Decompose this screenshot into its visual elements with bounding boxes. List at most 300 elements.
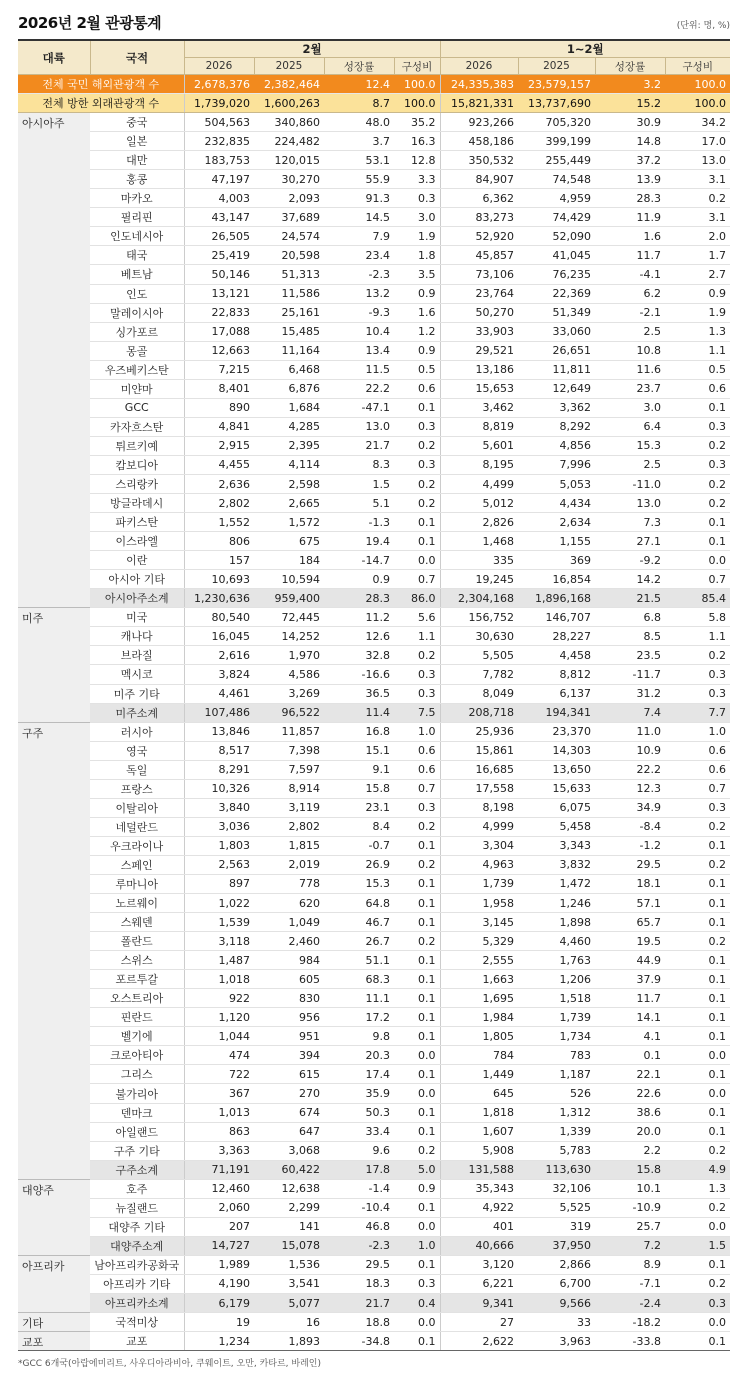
cell-value: 722	[184, 1065, 254, 1084]
cell-value: 27.1	[595, 532, 665, 551]
cell-value: 15.3	[324, 874, 394, 893]
cell-value: 0.3	[394, 798, 440, 817]
table-row	[18, 303, 730, 322]
cell-value: 0.1	[394, 1027, 440, 1046]
cell-value: 2,299	[254, 1198, 324, 1217]
cell-value: -10.4	[324, 1198, 394, 1217]
cell-value: 951	[254, 1027, 324, 1046]
cell-value: 12.8	[394, 151, 440, 170]
nation-cell: 스리랑카	[90, 474, 184, 493]
cell-value: 74,429	[518, 208, 595, 227]
nation-cell: 대양주 기타	[90, 1217, 184, 1236]
cell-value: 0.2	[665, 1141, 730, 1160]
cell-value: 13,650	[518, 760, 595, 779]
cell-value: 33,903	[440, 322, 518, 341]
cell-value: 37,689	[254, 208, 324, 227]
cell-value: 40,666	[440, 1236, 518, 1255]
cell-value: 0.7	[394, 570, 440, 589]
cell-value: 1,449	[440, 1065, 518, 1084]
header-group-jan-feb: 1~2월	[440, 40, 730, 58]
cell-value: 2,826	[440, 513, 518, 532]
table-row	[18, 551, 730, 570]
cell-value: 1,572	[254, 513, 324, 532]
nation-cell: 인도네시아	[90, 227, 184, 246]
cell-value: 48.0	[324, 113, 394, 132]
cell-value: 46.7	[324, 913, 394, 932]
cell-value: 0.1	[665, 398, 730, 417]
cell-value: 1,763	[518, 951, 595, 970]
cell-value: 0.2	[665, 855, 730, 874]
nation-cell: 이탈리아	[90, 798, 184, 817]
cell-value: 25,161	[254, 303, 324, 322]
subtotal-row	[18, 589, 730, 608]
cell-value: 0.6	[394, 379, 440, 398]
cell-value: 1,312	[518, 1103, 595, 1122]
cell-value: 0.1	[394, 836, 440, 855]
cell-value: 0.1	[394, 1008, 440, 1027]
cell-value: 157	[184, 551, 254, 570]
cell-value: 0.5	[394, 360, 440, 379]
cell-value: 8,812	[518, 665, 595, 684]
cell-value: 1,815	[254, 836, 324, 855]
cell-value: 0.3	[665, 684, 730, 703]
cell-value: 120,015	[254, 151, 324, 170]
cell-value: 29,521	[440, 341, 518, 360]
cell-value: 32.8	[324, 646, 394, 665]
cell-value: 72,445	[254, 608, 324, 627]
cell-value: 2.5	[595, 322, 665, 341]
cell-value: 207	[184, 1217, 254, 1236]
cell-value: 12.3	[595, 779, 665, 798]
cell-value: -47.1	[324, 398, 394, 417]
cell-value: 0.0	[394, 1313, 440, 1332]
cell-value: 25,419	[184, 246, 254, 265]
cell-value: 11.0	[595, 722, 665, 741]
cell-value: 1.1	[665, 341, 730, 360]
nation-cell: GCC	[90, 398, 184, 417]
cell-value: 22.6	[595, 1084, 665, 1103]
cell-value: 8.9	[595, 1255, 665, 1274]
nation-cell: 스위스	[90, 951, 184, 970]
header-group-feb: 2월	[184, 40, 440, 58]
cell-value: 11,164	[254, 341, 324, 360]
cell-value: 14,303	[518, 741, 595, 760]
cell-value: 3,145	[440, 913, 518, 932]
cell-value: 5,908	[440, 1141, 518, 1160]
cell-value: 15.2	[595, 94, 665, 113]
cell-value: 23,370	[518, 722, 595, 741]
cell-value: 26,505	[184, 227, 254, 246]
cell-value: 0.3	[665, 417, 730, 436]
nation-cell: 대양주소계	[90, 1236, 184, 1255]
table-row	[18, 417, 730, 436]
cell-value: 10.4	[324, 322, 394, 341]
table-row	[18, 341, 730, 360]
cell-value: 51,313	[254, 265, 324, 284]
cell-value: 0.1	[394, 1332, 440, 1351]
table-row	[18, 608, 730, 627]
cell-value: 4,999	[440, 817, 518, 836]
cell-value: -2.3	[324, 1236, 394, 1255]
cell-value: 5,525	[518, 1198, 595, 1217]
table-row	[18, 494, 730, 513]
cell-value: 1.0	[665, 722, 730, 741]
cell-value: 12.4	[324, 75, 394, 94]
cell-value: 43,147	[184, 208, 254, 227]
cell-value: 9.6	[324, 1141, 394, 1160]
nation-cell: 교포	[90, 1332, 184, 1351]
cell-value: -2.1	[595, 303, 665, 322]
nation-cell: 우크라이나	[90, 836, 184, 855]
cell-value: 1,049	[254, 913, 324, 932]
table-body	[18, 75, 730, 1351]
cell-value: 44.9	[595, 951, 665, 970]
nation-cell: 방글라데시	[90, 494, 184, 513]
cell-value: 1.9	[394, 227, 440, 246]
cell-value: 25.7	[595, 1217, 665, 1236]
cell-value: 8,292	[518, 417, 595, 436]
cell-value: 8.5	[595, 627, 665, 646]
cell-value: 28.3	[324, 589, 394, 608]
cell-value: 0.7	[665, 779, 730, 798]
cell-value: 923,266	[440, 113, 518, 132]
cell-value: 156,752	[440, 608, 518, 627]
nation-cell: 그리스	[90, 1065, 184, 1084]
cell-value: 783	[518, 1046, 595, 1065]
cell-value: 0.0	[394, 1046, 440, 1065]
cell-value: 1,468	[440, 532, 518, 551]
cell-value: 21.5	[595, 589, 665, 608]
cell-value: 4,114	[254, 455, 324, 474]
table-row	[18, 798, 730, 817]
cell-value: 0.1	[394, 1122, 440, 1141]
nation-cell: 호주	[90, 1179, 184, 1198]
table-row	[18, 970, 730, 989]
cell-value: 0.7	[665, 570, 730, 589]
cell-value: 474	[184, 1046, 254, 1065]
cell-value: 1.8	[394, 246, 440, 265]
cell-value: 100.0	[394, 94, 440, 113]
cell-value: 60,422	[254, 1160, 324, 1179]
cell-value: 1.0	[394, 1236, 440, 1255]
cell-value: 0.2	[665, 474, 730, 493]
cell-value: 17.2	[324, 1008, 394, 1027]
cell-value: 1,022	[184, 894, 254, 913]
cell-value: 18.8	[324, 1313, 394, 1332]
cell-value: 57.1	[595, 894, 665, 913]
cell-value: 7.7	[665, 703, 730, 722]
table-row	[18, 894, 730, 913]
cell-value: 65.7	[595, 913, 665, 932]
cell-value: 401	[440, 1217, 518, 1236]
cell-value: 6,221	[440, 1274, 518, 1293]
header-sub: 성장률	[324, 58, 394, 75]
cell-value: 369	[518, 551, 595, 570]
cell-value: 14,252	[254, 627, 324, 646]
cell-value: 615	[254, 1065, 324, 1084]
cell-value: 1.3	[665, 1179, 730, 1198]
cell-value: 51.1	[324, 951, 394, 970]
cell-value: 76,235	[518, 265, 595, 284]
nation-cell: 스페인	[90, 855, 184, 874]
cell-value: 38.6	[595, 1103, 665, 1122]
cell-value: 13,186	[440, 360, 518, 379]
cell-value: 2,622	[440, 1332, 518, 1351]
cell-value: 14.8	[595, 132, 665, 151]
cell-value: 1,607	[440, 1122, 518, 1141]
cell-value: 1,472	[518, 874, 595, 893]
table-row	[18, 760, 730, 779]
cell-value: 0.3	[394, 684, 440, 703]
table-row	[18, 474, 730, 493]
cell-value: 270	[254, 1084, 324, 1103]
cell-value: 6,876	[254, 379, 324, 398]
cell-value: 10.1	[595, 1179, 665, 1198]
cell-value: 778	[254, 874, 324, 893]
cell-value: 1,552	[184, 513, 254, 532]
cell-value: -1.2	[595, 836, 665, 855]
cell-value: 13.2	[324, 284, 394, 303]
cell-value: 10,693	[184, 570, 254, 589]
cell-value: 10.8	[595, 341, 665, 360]
cell-value: 4,460	[518, 932, 595, 951]
cell-value: 11.1	[324, 989, 394, 1008]
cell-value: 0.1	[394, 1255, 440, 1274]
cell-value: 9.1	[324, 760, 394, 779]
cell-value: 37,950	[518, 1236, 595, 1255]
cell-value: -11.7	[595, 665, 665, 684]
cell-value: 830	[254, 989, 324, 1008]
nation-cell: 오스트리아	[90, 989, 184, 1008]
cell-value: 645	[440, 1084, 518, 1103]
cell-value: 1,187	[518, 1065, 595, 1084]
cell-value: 74,548	[518, 170, 595, 189]
cell-value: 0.9	[324, 570, 394, 589]
cell-value: 35.2	[394, 113, 440, 132]
cell-value: 2,093	[254, 189, 324, 208]
cell-value: -8.4	[595, 817, 665, 836]
nation-cell: 크로아티아	[90, 1046, 184, 1065]
cell-value: 5,458	[518, 817, 595, 836]
nation-cell: 미주소계	[90, 703, 184, 722]
nation-cell: 카자흐스탄	[90, 417, 184, 436]
cell-value: 15.3	[595, 436, 665, 455]
table-row	[18, 1274, 730, 1293]
cell-value: 1,695	[440, 989, 518, 1008]
cell-value: 705,320	[518, 113, 595, 132]
cell-value: 0.0	[665, 1217, 730, 1236]
cell-value: 36.5	[324, 684, 394, 703]
cell-value: 5.1	[324, 494, 394, 513]
cell-value: 3,541	[254, 1274, 324, 1293]
cell-value: 14,727	[184, 1236, 254, 1255]
cell-value: 16.3	[394, 132, 440, 151]
cell-value: 35,343	[440, 1179, 518, 1198]
cell-value: 5.0	[394, 1160, 440, 1179]
table-row	[18, 455, 730, 474]
cell-value: -7.1	[595, 1274, 665, 1293]
nation-cell: 아일랜드	[90, 1122, 184, 1141]
table-row	[18, 817, 730, 836]
cell-value: 0.1	[394, 951, 440, 970]
cell-value: 6,137	[518, 684, 595, 703]
cell-value: 0.2	[665, 646, 730, 665]
cell-value: 0.2	[394, 436, 440, 455]
cell-value: 4.9	[665, 1160, 730, 1179]
cell-value: 4,455	[184, 455, 254, 474]
nation-cell: 마카오	[90, 189, 184, 208]
cell-value: 0.1	[665, 1008, 730, 1027]
cell-value: 17,088	[184, 322, 254, 341]
cell-value: 335	[440, 551, 518, 570]
cell-value: 4,959	[518, 189, 595, 208]
nation-cell: 뉴질랜드	[90, 1198, 184, 1217]
cell-value: 22.1	[595, 1065, 665, 1084]
cell-value: 232,835	[184, 132, 254, 151]
cell-value: 0.3	[665, 1294, 730, 1313]
cell-value: -14.7	[324, 551, 394, 570]
cell-value: 806	[184, 532, 254, 551]
cell-value: 2,598	[254, 474, 324, 493]
cell-value: 7.3	[595, 513, 665, 532]
cell-value: 1,536	[254, 1255, 324, 1274]
cell-value: 13,737,690	[518, 94, 595, 113]
table-row	[18, 1332, 730, 1351]
cell-value: 11.9	[595, 208, 665, 227]
cell-value: 33.4	[324, 1122, 394, 1141]
cell-value: 1,018	[184, 970, 254, 989]
cell-value: 605	[254, 970, 324, 989]
cell-value: 0.2	[394, 855, 440, 874]
table-row	[18, 1084, 730, 1103]
region-cell: 기타	[18, 1313, 90, 1332]
cell-value: 1,120	[184, 1008, 254, 1027]
cell-value: 674	[254, 1103, 324, 1122]
cell-value: 897	[184, 874, 254, 893]
cell-value: 1,013	[184, 1103, 254, 1122]
nation-cell: 아프리카소계	[90, 1294, 184, 1313]
table-row	[18, 379, 730, 398]
cell-value: 8,401	[184, 379, 254, 398]
cell-value: 3,304	[440, 836, 518, 855]
table-row	[18, 360, 730, 379]
header-sub: 2025	[254, 58, 324, 75]
cell-value: 2,563	[184, 855, 254, 874]
cell-value: 1.2	[394, 322, 440, 341]
cell-value: 86.0	[394, 589, 440, 608]
nation-cell: 싱가포르	[90, 322, 184, 341]
cell-value: 1,896,168	[518, 589, 595, 608]
cell-value: 23.1	[324, 798, 394, 817]
cell-value: 64.8	[324, 894, 394, 913]
nation-cell: 벨기에	[90, 1027, 184, 1046]
table-row	[18, 741, 730, 760]
subtotal-row	[18, 1236, 730, 1255]
cell-value: 32,106	[518, 1179, 595, 1198]
table-row	[18, 836, 730, 855]
cell-value: 19	[184, 1313, 254, 1332]
cell-value: 0.1	[665, 1255, 730, 1274]
cell-value: 15.8	[324, 779, 394, 798]
table-row	[18, 1141, 730, 1160]
cell-value: 7,996	[518, 455, 595, 474]
nation-cell: 브라질	[90, 646, 184, 665]
table-row	[18, 322, 730, 341]
table-row	[18, 208, 730, 227]
cell-value: 16.8	[324, 722, 394, 741]
cell-value: 12,649	[518, 379, 595, 398]
nation-cell: 구주 기타	[90, 1141, 184, 1160]
nation-cell: 일본	[90, 132, 184, 151]
cell-value: 0.1	[394, 913, 440, 932]
cell-value: 45,857	[440, 246, 518, 265]
cell-value: 84,907	[440, 170, 518, 189]
cell-value: 1,739	[440, 874, 518, 893]
cell-value: -4.1	[595, 265, 665, 284]
cell-value: 1,739	[518, 1008, 595, 1027]
cell-value: 7,398	[254, 741, 324, 760]
cell-value: 2,060	[184, 1198, 254, 1217]
cell-value: 1,893	[254, 1332, 324, 1351]
cell-value: 208,718	[440, 703, 518, 722]
cell-value: 0.9	[394, 284, 440, 303]
table-row	[18, 170, 730, 189]
cell-value: 6.4	[595, 417, 665, 436]
cell-value: 0.0	[665, 1313, 730, 1332]
cell-value: -9.3	[324, 303, 394, 322]
cell-value: 1,970	[254, 646, 324, 665]
cell-value: 2,304,168	[440, 589, 518, 608]
cell-value: 184	[254, 551, 324, 570]
table-row	[18, 951, 730, 970]
cell-value: 53.1	[324, 151, 394, 170]
cell-value: 4,841	[184, 417, 254, 436]
cell-value: 12,663	[184, 341, 254, 360]
cell-value: 0.1	[394, 970, 440, 989]
cell-value: 0.3	[394, 417, 440, 436]
cell-value: -0.7	[324, 836, 394, 855]
cell-value: 8,198	[440, 798, 518, 817]
cell-value: 2.7	[665, 265, 730, 284]
nation-cell: 핀란드	[90, 1008, 184, 1027]
cell-value: 2,866	[518, 1255, 595, 1274]
cell-value: 0.2	[394, 494, 440, 513]
cell-value: 28.3	[595, 189, 665, 208]
table-row	[18, 627, 730, 646]
nation-cell: 대만	[90, 151, 184, 170]
nation-cell: 이스라엘	[90, 532, 184, 551]
cell-value: 7.2	[595, 1236, 665, 1255]
cell-value: 5,077	[254, 1294, 324, 1313]
cell-value: 37.9	[595, 970, 665, 989]
cell-value: 13,121	[184, 284, 254, 303]
table-row	[18, 227, 730, 246]
subtotal-row	[18, 1160, 730, 1179]
cell-value: 4,963	[440, 855, 518, 874]
cell-value: 16,045	[184, 627, 254, 646]
cell-value: 784	[440, 1046, 518, 1065]
cell-value: 16	[254, 1313, 324, 1332]
cell-value: 1,898	[518, 913, 595, 932]
cell-value: 1,600,263	[254, 94, 324, 113]
cell-value: 2,382,464	[254, 75, 324, 94]
cell-value: 9,341	[440, 1294, 518, 1313]
cell-value: 1.6	[595, 227, 665, 246]
cell-value: 1,539	[184, 913, 254, 932]
cell-value: 3,119	[254, 798, 324, 817]
total-row	[18, 94, 730, 113]
cell-value: 1,958	[440, 894, 518, 913]
